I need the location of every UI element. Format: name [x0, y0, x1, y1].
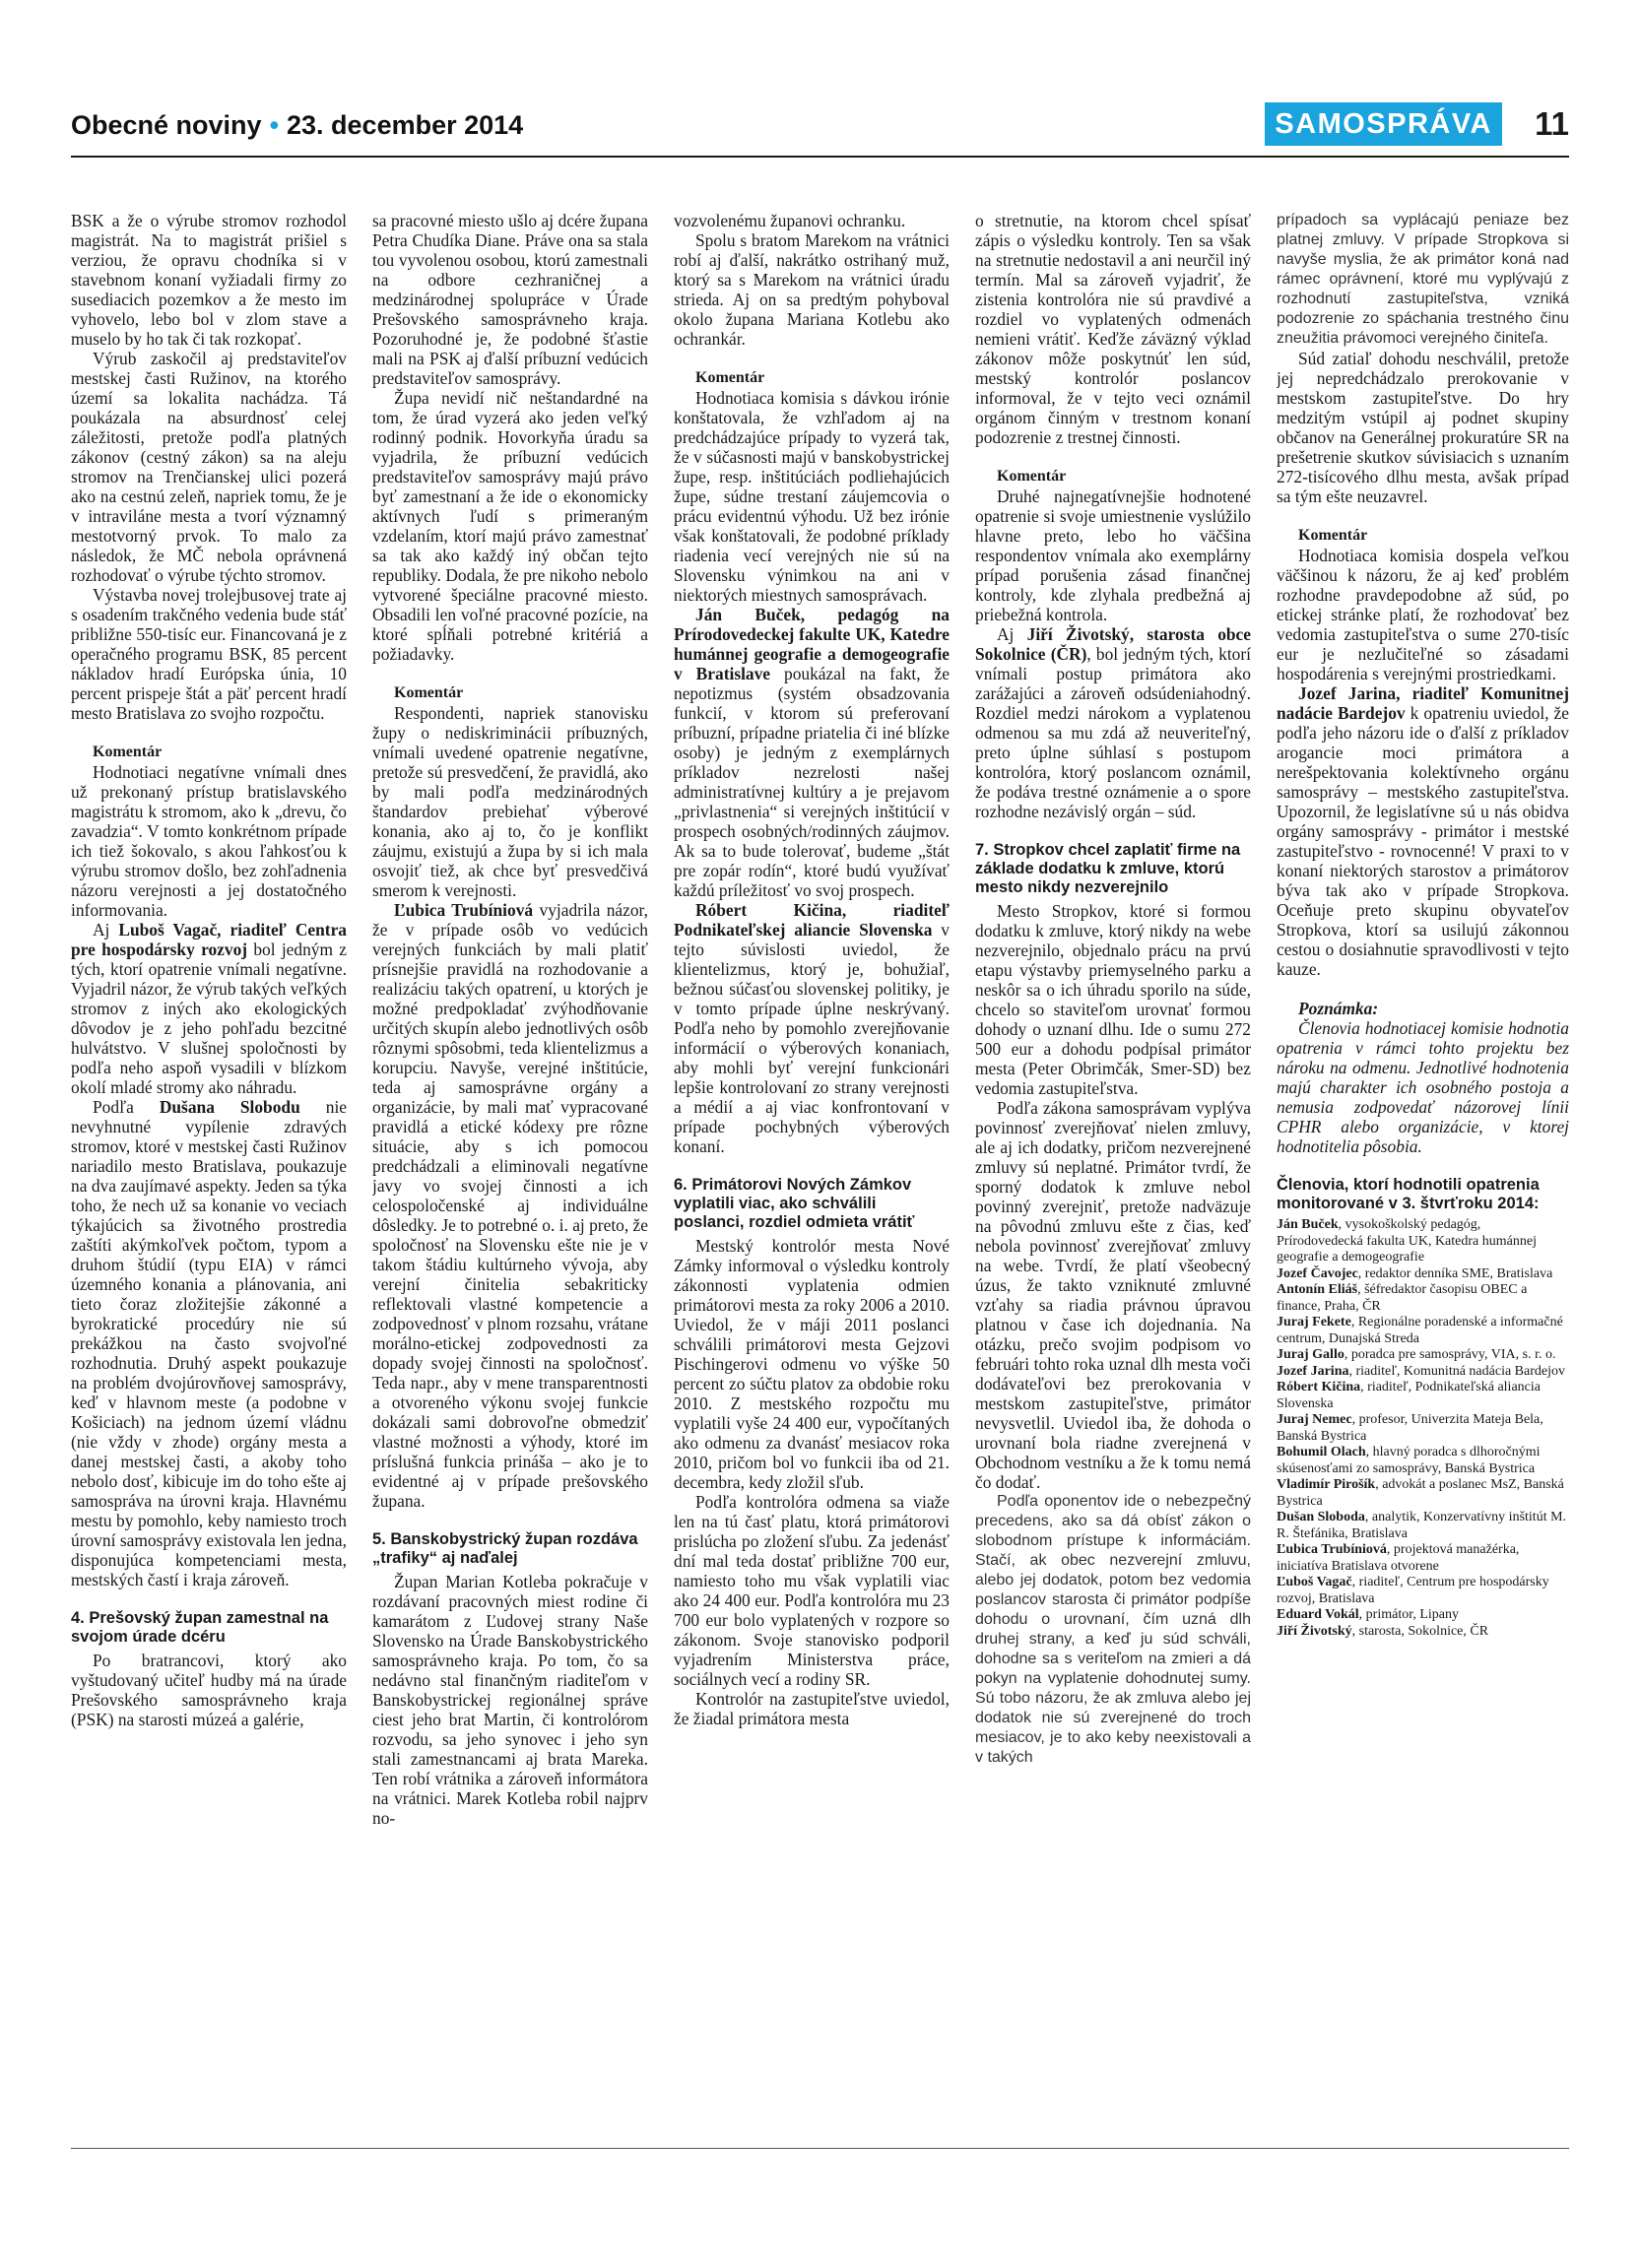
paragraph: Župan Marian Kotleba pokračuje v rozdávaní pracovných miest rodine či kamarátom z Ľudovej strany Naše Slovensko na Úrade Banskobystrického samosprávneho kraja. Po tom, čo sa nedávno stal finančným riaditeľom v Banskobystrickej regionálnej správe ciest jeho brat Martin, či kontrolórom rozvodu, sa jeho synovec i jeho syn stali zamestnancami aj brata Mareka. Ten robí vrátnika a zároveň informátora na vrátnici. Marek Kotleba robil najprv no-: [372, 1572, 648, 1828]
member-entry: [1277, 1542, 1569, 1575]
paragraph: Po bratrancovi, ktorý ako vyštudovaný učiteľ hudby má na úrade Prešovského samosprávneho kraja (PSK) na starosti múzeá a galérie,: [71, 1651, 347, 1729]
member-entry: [1277, 1315, 1569, 1347]
page-number: 11: [1535, 105, 1569, 142]
member-entry: [1277, 1282, 1569, 1315]
paragraph: Hodnotiaca komisia dospela veľkou väčšinou k názoru, že aj keď problém rozhodne pravdepodobne až súd, po etickej stránke platí, že rozhodovať bez vedomia zastupiteľstva o sume 270-tisíc eur je nezlučiteľné so zásadami hospodárenia s verejnými prostriedkami.: [1277, 546, 1569, 683]
member-name: Jozef Jarina: [1277, 1363, 1349, 1379]
member-description: , primátor, Lipany: [1358, 1607, 1459, 1622]
column-3: [674, 211, 950, 2141]
member-name: Dušan Sloboda: [1277, 1510, 1365, 1524]
member-description: , profesor, Univerzita Mateja Bela, Banská Bystrica: [1277, 1412, 1543, 1444]
paragraph: Mestský kontrolór mesta Nové Zámky informoval o výsledku kontroly zákonnosti vyplatenia odmien primátorovi mesta za roky 2006 a 2010. Uviedol, že v máji 2011 poslanci schválili primátorovi mesta Gejzovi Pischingerovi odmenu vo výške 50 percent zo súčtu platov za obdobie roku 2010. Z mestského rozpočtu mu vyplatili vyše 24 400 eur, vypočítaných ako odmenu za dvanásť mesiacov roka 2010, pričom bol vo funkcii iba od 21. decembra, kedy zložil sľub.: [674, 1236, 950, 1492]
section-heading-7: 7. Stropkov chcel zaplatiť firme na základe dodatku k zmluve, ktorú mesto nikdy nezverejnilo: [975, 841, 1241, 896]
member-description: , advokát a poslanec MsZ, Banská Bystrica: [1277, 1477, 1564, 1509]
paragraph: Mesto Stropkov, ktoré si formou dodatku k zmluve, ktorý nikdy na webe nezverejnilo, objednalo prácu na prvú etapu výstavby priemyselného parku a neskôr sa o ich úhradu sporilo na súde, chcelo so staviteľom urovnať formou dohody o uznaní dlhu. Ide o sumu 272 500 eur a dohodu podpísal primátor mesta (Peter Obrimčák, Smer-SD) bez vedomia zastupiteľstva.: [975, 901, 1251, 1098]
section-label: SAMOSPRÁVA: [1275, 107, 1492, 140]
column-2: [372, 211, 648, 2141]
paragraph: Súd zatiaľ dohodu neschválil, pretože jej nepredchádzalo prerokovanie v mestskom zastupiteľstve. Do hry medzitým vstúpil aj podnet skupiny občanov na Generálnej prokuratúre SR na prešetrenie skutkov súvisiacich s uznaním 272-tisícového dlhu mesta, avšak prípad sa tým ešte neuzavrel.: [1277, 349, 1569, 506]
paragraph: Respondenti, napriek stanovisku župy o nediskriminácii príbuzných, vnímali uvedené opatrenie negatívne, pretože sú presvedčení, že pravidlá, ako by mali podľa medzinárodných štandardov prebiehať výberové konania, ako aj to, čo je konflikt záujmu, existujú a župa by si ich mala osvojiť tiež, ak chce byť presvedčivá smerom k verejnosti.: [372, 703, 648, 900]
member-description: , šéfredaktor časopisu OBEC a finance, Praha, ČR: [1277, 1282, 1528, 1314]
member-name: Juraj Fekete: [1277, 1315, 1351, 1329]
paragraph: Výstavba novej trolejbusovej trate aj s osadením trakčného vedenia bude stáť približne 550-tisíc eur. Financovaná je z operačného programu BSK, 85 percent nákladov hradí Európska únia, 10 percent prispeje štát a päť percent hradí mesto Bratislava zo svojho rozpočtu.: [71, 585, 347, 723]
paragraph: Ján Buček, pedagóg na Prírodovedeckej fakulte UK, Katedre humánnej geografie a demogeografie v Bratislave poukázal na fakt, že nepotizmus (systém obsadzovania funkcií, v ktorom sú preferovaní príbuzní, prípadne priatelia či iné blízke osoby) je jedným z exemplárnych príkladov nezrelosti našej administratívnej kultúry a je prejavom „privlastnenia“ si verejných inštitúcií v prospech osobných/rodinných záujmov. Ak sa to bude tolerovať, budeme „štát pre zopár rodín“, ktoré budú využívať každú príležitosť vo svoj prospech.: [674, 605, 950, 900]
paragraph: Podľa kontrolóra odmena sa viaže len na tú časť platu, ktorá primátorovi prislúcha po zložení sľubu. Za jedenásť dní mal teda dostať približne 700 eur, namiesto toho mu však vyplatili viac ako 24 400 eur. Podľa kontrolóra mu 23 700 eur bolo vyplatených v rozpore so zákonom. Svoje stanovisko podporil vyjadrením Ministerstva práce, sociálnych vecí a rodiny SR.: [674, 1492, 950, 1689]
masthead: [71, 110, 523, 141]
member-name: Antonín Eliáš: [1277, 1282, 1358, 1297]
section-heading-4: 4. Prešovský župan zamestnal na svojom úrade dcéru: [71, 1609, 329, 1646]
person-name: Luboš Vagač, riaditeľ Centra pre hospodársky rozvoj: [71, 920, 347, 959]
paragraph: Róbert Kičina, riaditeľ Podnikateľskej aliancie Slovenska v tejto súvislosti uviedol, že klientelizmus, ktorý je, bohužiaľ, bežnou súčasťou slovenskej politiky, je v tomto prípade úplne neskrývaný. Podľa neho by pomohlo zverejňovanie informácií o výberových konaniach, aby mohli byť verejní funkcionári lepšie kontrolovaní zo strany verejnosti a médií a aj viac konfrontovaní v prípade pochybných výberových konaní.: [674, 900, 950, 1156]
member-entry: [1277, 1510, 1569, 1542]
column-4: [975, 211, 1251, 2141]
issue-date: 23. december 2014: [287, 110, 524, 140]
section-heading-6: 6. Primátorovi Nových Zámkov vyplatili viac, ako schválili poslanci, rozdiel odmieta vrátiť: [674, 1176, 915, 1231]
member-description: , riaditeľ, Komunitná nadácia Bardejov: [1348, 1363, 1565, 1379]
member-name: Vladimír Pirošík: [1277, 1477, 1376, 1492]
member-entry: [1277, 1217, 1569, 1266]
paragraph: Podľa Dušana Slobodu nie nevyhnutné vypílenie zdravých stromov, ktoré v mestskej časti Ružinov nariadilo mesto Bratislava, poukazuje na dva zaujímavé aspekty. Jeden sa týka toho, že nech už sa konanie vo veciach týkajúcich sa životného prostredia zaštíti akýmkoľvek počtom, typom a druhom štúdií (typu EIA) v rámci územného konania a plánovania, ani tieto čoraz zložitejšie zákonné a byrokratické procedúry nie sú prekážkou na často svojvoľné rozhodnutia. Druhý aspekt poukazuje na problém dvojúrovňovej samosprávy, keď v hlavnom meste (a podobne v Košiciach) na jednom území vládnu (nie vždy v zhode) orgány mesta a danej mestskej časti, a akoby toho nebolo dosť, kibicuje im do toho ešte aj samospráva na úrovni kraja. Hlavnému mestu by pomohlo, keby namiesto troch úrovní samosprávy existovala len jedna, disponujúca kompetenciami mesta, mestských častí i kraja zároveň.: [71, 1097, 347, 1589]
paragraph: Hodnotiaca komisia s dávkou irónie konštatovala, že vzhľadom aj na predchádzajúce prípady to vyzerá tak, že v súčasnosti majú v banskobystrickej župe, resp. inštitúciách podliehajúcich župe, súdne trestaní záujemcovia o prácu evidentnú výhodu. Už bez irónie však konštatovali, že podobné príklady riadenia vecí verejných nie sú na Slovensku výnimkou na ani v niektorých miestnych samosprávach.: [674, 388, 950, 605]
member-description: , starosta, Sokolnice, ČR: [1351, 1623, 1489, 1639]
member-name: Ľubica Trubíniová: [1277, 1542, 1387, 1557]
member-entry: [1277, 1477, 1569, 1510]
member-description: , hlavný poradca s dlhoročnými skúsenosťami zo samosprávy, Banská Bystrica: [1277, 1445, 1541, 1476]
komentar-heading: Komentár: [997, 468, 1067, 485]
paragraph-sans: prípadoch sa vyplácajú peniaze bez platnej zmluvy. V prípade Stropkova si navyše myslia, že ak primátor koná nad rámec oprávnení, ktoré mu vyplývajú z rozhodnutí zastupiteľstva, vzniká podozrenie zo spáchania trestného činu zneužitia právomoci verejného činiteľa.: [1277, 212, 1569, 347]
note-label: Poznámka:: [1298, 999, 1379, 1018]
paragraph: Druhé najnegatívnejšie hodnotené opatrenie si svoje umiestnenie vyslúžilo hlavne preto, lebo ho väčšina respondentov vnímala ako exemplárny prípad porušenia zásad finančnej kontroly, kde zlyhala predbežná aj priebežná kontrola.: [975, 486, 1251, 624]
member-name: Jozef Čavojec: [1277, 1265, 1358, 1281]
member-name: Ľuboš Vagač: [1277, 1575, 1352, 1589]
column-5: [1277, 211, 1569, 2141]
member-entry: [1277, 1624, 1569, 1641]
section-heading-5: 5. Banskobystrický župan rozdáva „trafiky“ aj naďalej: [372, 1530, 638, 1567]
member-entry: [1277, 1575, 1569, 1607]
person-name: Ján Buček, pedagóg na Prírodovedeckej fakulte UK, Katedre humánnej geografie a demogeografie v Bratislave: [674, 605, 950, 683]
paragraph: vozvolenému županovi ochranku.: [674, 211, 906, 230]
member-name: Juraj Nemec: [1277, 1412, 1352, 1427]
paragraph: Aj Jiří Životský, starosta obce Sokolnice (ČR), bol jedným tých, ktorí vnímali postup primátora ako zarážajúci a zároveň odsúdeniahodný. Rozdiel medzi nárokom a vyplatenou odmenou sa mu zdá až neuveriteľný, preto úplne súhlasí s postupom kontrolóra, ktorý poslancom oznámil, že podáva trestné oznámenie a o spore rozhodne nezávislý orgán – súd.: [975, 624, 1251, 821]
member-description: , riaditeľ, Centrum pre hospodársky rozvoj, Bratislava: [1277, 1575, 1549, 1606]
paragraph: Výrub zaskočil aj predstaviteľov mestskej časti Ružinov, na ktorého území sa lokalita nachádza. Tá poukázala na absurdnosť celej záležitosti, pretože podľa platných zákonov (cestný zákon) sa na aleju stromov na Trenčianskej ulici pozerá ako na cestnú zeleň, napriek tomu, že je v intraviláne mesta a tvorí významný mestotvorný prvok. To malo za následok, že MČ nebola oprávnená rozhodovať o výrube týchto stromov.: [71, 349, 347, 585]
person-name: Róbert Kičina, riaditeľ Podnikateľskej aliancie Slovenska: [674, 900, 950, 940]
paragraph: Spolu s bratom Marekom na vrátnici robí aj ďalší, nakrátko ostrihaný muž, ktorý sa s Marekom na vrátnici úradu strieda. Aj on sa predtým pohyboval okolo župana Mariana Kotlebu ako ochrankár.: [674, 230, 950, 349]
separator-dot: •: [269, 110, 280, 140]
member-description: , redaktor denníka SME, Bratislava: [1357, 1265, 1553, 1281]
member-name: Ján Buček: [1277, 1217, 1339, 1232]
paragraph: Aj Luboš Vagač, riaditeľ Centra pre hospodársky rozvoj bol jedným z tých, ktorí opatrenie vnímali negatívne. Vyjadril názor, že výrub takých veľkých stromov z iných ako ekologických dôvodov je z jeho pohľadu bezcitné hulvátstvo. V slušnej spoločnosti by podľa neho aspoň vysadili v blízkom okolí mladé stromy ako náhradu.: [71, 920, 347, 1097]
column-1: [71, 211, 347, 2141]
member-description: , poradca pre samosprávy, VIA, s. r. o.: [1344, 1347, 1556, 1362]
person-name: Jozef Jarina, riaditeľ Komunitnej nadácie Bardejov: [1277, 683, 1569, 723]
member-entry: [1277, 1445, 1569, 1477]
member-description: , Regionálne poradenské a informačné centrum, Dunajská Streda: [1277, 1315, 1563, 1346]
member-description: , analytik, Konzervatívny inštitút M. R. Štefánika, Bratislava: [1277, 1510, 1567, 1541]
paragraph: o stretnutie, na ktorom chcel spísať zápis o výsledku kontroly. Ten sa však na stretnutie nedostavil a ani neurčil iný termín. Mal sa zároveň vyjadriť, že zistenia kontrolóra nie sú pravdivé a rozdiel vo vyplatených odmenách nemieni vrátiť. Keďže záväzný výklad zákonov môže poskytnúť len súd, mestský kontrolór poslancov informoval, že v tejto veci oznámil orgánom činným v trestnom konaní podozrenie z trestnej činnosti.: [975, 211, 1251, 447]
member-entry: [1277, 1607, 1569, 1624]
paragraph: Župa nevidí nič neštandardné na tom, že úrad vyzerá ako jeden veľký rodinný podnik. Hovorkyňa úradu sa vyjadrila, že príbuzní vedúcich predstaviteľov samosprávy majú právo byť zamestnaní a že ide o ekonomicky aktívnych ľudí s primeraným vzdelaním, ktorí majú právo zamestnať sa tak ako každý iný občan tejto republiky. Dodala, že pre nikoho nebolo vytvorené špeciálne pracovné miesto. Obsadili len voľné pracovné pozície, na ktoré spĺňali potrebné kritériá a požiadavky.: [372, 388, 648, 664]
paragraph: sa pracovné miesto ušlo aj dcére župana Petra Chudíka Diane. Práve ona sa stala tou vyvolenou osobou, ktorú zamestnali na odbore cezhraničnej a medzinárodnej spolupráce v Úrade Prešovského samosprávneho kraja. Pozoruhodné je, že podobné šťastie mali na PSK aj ďalší príbuzní vedúcich predstaviteľov samosprávy.: [372, 211, 648, 388]
paragraph: Podľa zákona samosprávam vyplýva povinnosť zverejňovať nielen zmluvy, ale aj ich dodatky, pričom nezverejnené zmluvy sú neplatné. Primátor tvrdí, že sporný dodatok k zmluve nebol povinný zverejniť, pretože nadväzuje na pôvodnú zmluvu ešte z čias, keď nebola povinnosť zverejňovať zmluvy na webe. Tvrdí, že platí všeobecný úzus, že takto vzniknuté zmluvné vzťahy sa riadia právnou úpravou platnou v čase ich dojednania. Na otázku, prečo svojim podpisom vo februári tohto roka uznal dlh mesta voči dodávateľovi bez prerokovania v mestskom zastupiteľstve, primátor nevysvetlil. Uviedol iba, že dohoda o urovnaní bola riadne zverejnená v Obchodnom vestníku a že k tomu nemá čo dodať.: [975, 1098, 1251, 1492]
member-name: Jiří Životský: [1277, 1623, 1352, 1639]
paragraph: BSK a že o výrube stromov rozhodol magistrát. Na to magistrát prišiel s verziou, že opravu chodníka si v stavebnom konaní vyžiadali firmy zo susediacich pozemkov a že mesto im vyhovelo, lebo bol v zlom stave a muselo by ho tak či tak rozkopať.: [71, 211, 347, 349]
page-header: [71, 98, 1569, 154]
person-name: Ľubica Trubíniová: [394, 900, 534, 920]
person-name: Dušana Slobodu: [159, 1097, 300, 1117]
komentar-heading: Komentár: [394, 684, 464, 701]
person-name: Jiří Životský, starosta obce Sokolnice (ČR): [975, 624, 1251, 664]
member-name: Bohumil Olach: [1277, 1445, 1366, 1459]
member-name: Róbert Kičina: [1277, 1380, 1361, 1394]
note-text: Členovia hodnotiacej komisie hodnotia opatrenia v rámci tohto projektu bez nároku na odmenu. Jednotlivé hodnotenia majú charakter ich osobného postoja a nemusia zodpovedať názorovej línii CPHR alebo organizácie, v ktorej hodnotitelia pôsobia.: [1277, 1018, 1569, 1156]
section-label-box: [1265, 102, 1502, 146]
paragraph: Ľubica Trubíniová vyjadrila názor, že v prípade osôb vo vedúcich verejných funkciách by mali platiť prísnejšie pravidlá na rozhodovanie a realizáciu takých opatrení, u ktorých je možné predpokladať zvýhodňovanie určitých skupín alebo jednotlivých osôb rôznymi spôsobmi, teda klientelizmus a korupciu. Navyše, verejné inštitúcie, teda aj samosprávne orgány a organizácie, by mali mať vypracované pravidlá a etické kódexy pre rôzne situácie, aby s ich pomocou predchádzali a eliminovali negatívne javy vo svojej činnosti a ich celospoločenské aj individuálne dôsledky. Je to potrebné o. i. aj preto, že spoločnosť na Slovensku ešte nie je v takom štádiu kultúrneho vývoja, aby verejní činitelia sebakriticky reflektovali vlastné kompetencie a zodpovednosť v plnom rozsahu, vrátane morálno-etickej zodpovednosti za dopady svojej činnosti na spoločnosť. Teda napr., aby v mene transparentnosti a otvoreného výkonu svojej funkcie dokázali sami dobrovoľne obmedziť vlastné možnosti a výhody, ktoré im príslušná funkcia prináša – ako je to evidentné aj v prípade prešovského župana.: [372, 900, 648, 1511]
member-entry: [1277, 1347, 1569, 1364]
member-description: , riaditeľ, Podnikateľská aliancia Slovenska: [1277, 1380, 1541, 1411]
member-entry: [1277, 1266, 1569, 1283]
header-rule: [71, 156, 1569, 158]
member-name: Eduard Vokál: [1277, 1607, 1359, 1622]
paragraph: Kontrolór na zastupiteľstve uviedol, že žiadal primátora mesta: [674, 1689, 950, 1728]
paragraph: Hodnotiaci negatívne vnímali dnes už prekonaný prístup bratislavského magistrátu k stromom, ako k „drevu, čo zavadzia“. V tomto konkrétnom prípade ich tiež šokovalo, s akou ľahkosťou k výrubu stromov došlo, bez zohľadnenia názoru verejnosti a jej dostatočného informovania.: [71, 762, 347, 920]
publication-name: Obecné noviny: [71, 110, 262, 140]
member-entry: [1277, 1412, 1569, 1445]
paragraph-sans: Podľa oponentov ide o nebezpečný precedens, ako sa dá obísť zákon o slobodnom prístupe k informáciám. Stačí, ak obec nezverejní zmluvu, alebo jej dodatok, potom bez vedomia poslancov starosta či primátor podpíše dohodu o urovnaní, čím uzná dlh druhej strany, a keď ju súd schváli, dohodne sa s veriteľom na zmieri a dá pokyn na vyplatenie dohodnutej sumy. Sú tobo názoru, že ak zmluva alebo jej dodatok nie sú zverejnené do troch mesiacov, je to ako keby neexistovali a v takých: [975, 1493, 1251, 1766]
members-list: [1277, 1217, 1569, 1640]
member-description: , projektová manažérka, iniciatíva Bratislava otvorene: [1277, 1542, 1520, 1574]
komentar-heading: Komentár: [695, 369, 765, 386]
member-entry: [1277, 1380, 1569, 1412]
footer-rule: [71, 2148, 1569, 2149]
paragraph: Jozef Jarina, riaditeľ Komunitnej nadácie Bardejov k opatreniu uviedol, že podľa jeho názoru ide o ďalší z príkladov arogancie moci primátora a nerešpektovania kolektívneho orgánu samosprávy – mestského zastupiteľstva. Upozornil, že legislatívne sú u nás obidva orgány samosprávy - primátor i mestské zastupiteľstvo - rovnocenné! V praxi to v konaní niektorých starostov a primátorov býva tak ako v prípade Stropkova. Oceňuje preto skupinu obyvateľov Stropkova, ktorí sa usilujú zákonnou cestou o dosiahnutie spravodlivosti v tejto kauze.: [1277, 683, 1569, 979]
members-heading: Členovia, ktorí hodnotili opatrenia monitorované v 3. štvrťroku 2014:: [1277, 1176, 1540, 1212]
member-description: , vysokoškolský pedagóg, Prírodovedecká fakulta UK, Katedra humánnej geografie a demogeografie: [1277, 1217, 1537, 1264]
member-name: Juraj Gallo: [1277, 1347, 1345, 1362]
komentar-heading: Komentár: [93, 744, 163, 760]
member-entry: [1277, 1364, 1569, 1381]
komentar-heading: Komentár: [1298, 527, 1368, 544]
